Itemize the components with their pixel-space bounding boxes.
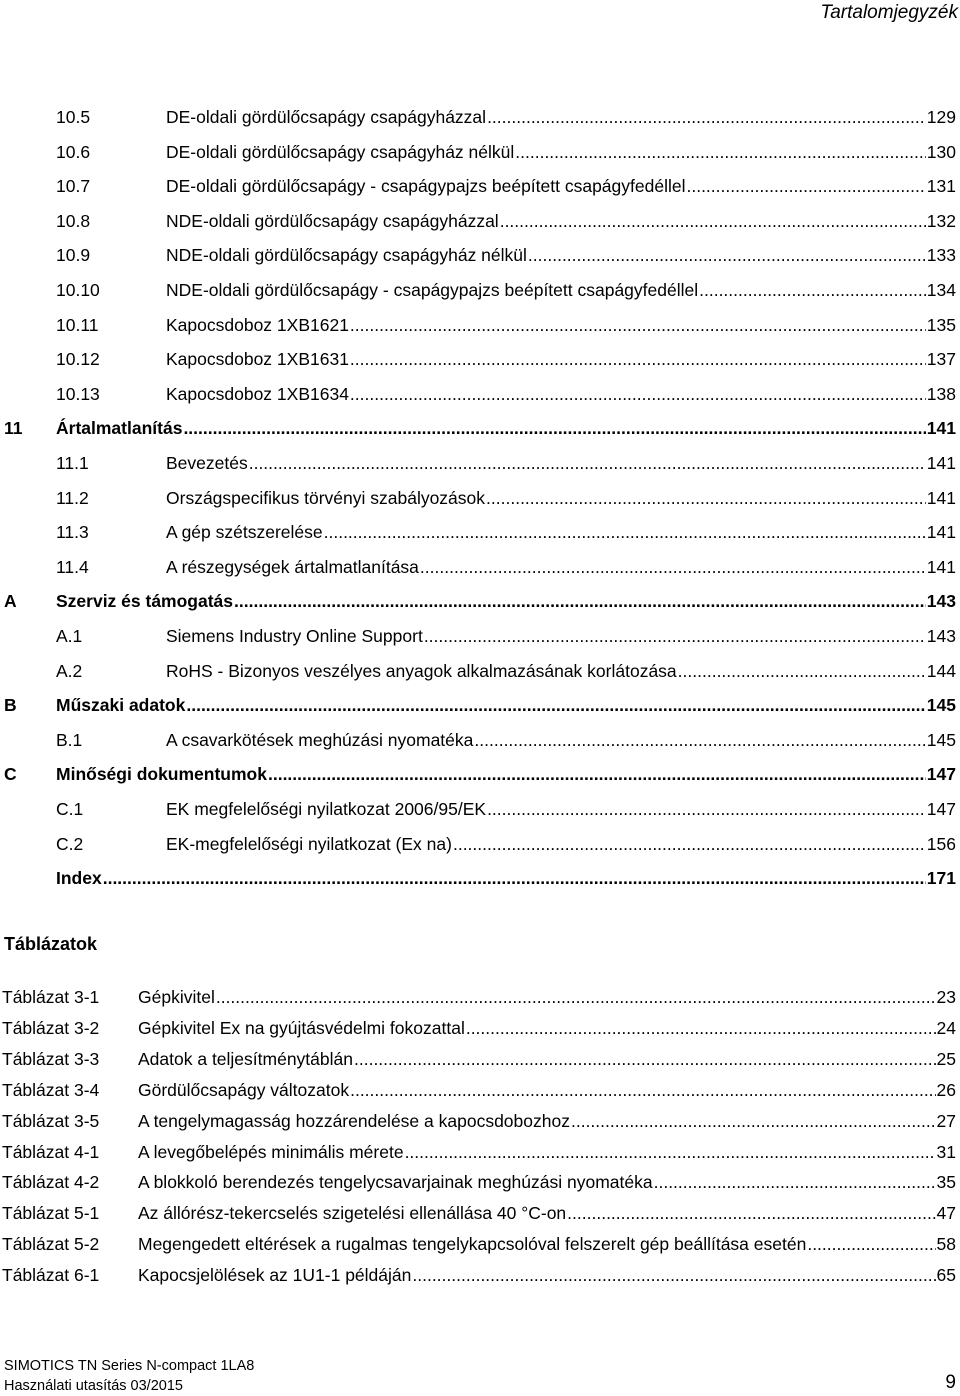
toc-entry-number: B.1 [56,730,83,750]
toc-entry-number: A.2 [56,661,83,681]
toc-entry-number: 11.4 [56,557,89,577]
toc-entry[interactable] [0,648,956,682]
toc-entry-number: 10.8 [56,211,91,231]
toc-entry[interactable] [0,129,956,163]
toc-entry-page: 131 [926,176,956,196]
toc-entry-number: 10.5 [56,107,91,127]
table-list-entry-page: 25 [936,1049,956,1069]
toc-entry[interactable] [0,578,956,612]
table-list-entry-number: Táblázat 3-1 [2,987,100,1007]
toc-entry-title: EK-megfelelőségi nyilatkozat (Ex na) [166,834,452,854]
table-list-entry-page: 65 [936,1265,956,1285]
toc-entry-title: Minőségi dokumentumok [56,764,267,784]
toc-entry-dot-leader [424,625,926,647]
toc-entry-dot-leader [515,141,926,163]
toc-entry-dot-leader [234,590,926,612]
toc-entry[interactable] [0,786,956,820]
toc-entry-title: NDE-oldali gördülőcsapágy csapágyházzal [166,211,499,231]
toc-entry-page: 141 [926,557,956,577]
toc-entry-title: Kapocsdoboz 1XB1631 [166,349,349,369]
table-list-entry-number: Táblázat 3-4 [2,1080,100,1100]
table-list-entry-title: Kapocsjelölések az 1U1-1 példáján [138,1265,412,1285]
toc-entry-number: 10.10 [56,280,100,300]
toc-entry-number: 11 [4,418,23,438]
toc-entry[interactable] [0,821,956,855]
table-list-entry-page: 24 [936,1018,956,1038]
table-list-entry-number: Táblázat 3-2 [2,1018,100,1038]
toc-entry-dot-leader [249,452,926,474]
toc-entry[interactable] [0,302,956,336]
table-list-entry-page: 27 [936,1111,956,1131]
toc-entry[interactable] [0,405,956,439]
tables-section-heading: Táblázatok [4,934,98,954]
toc-entry-page: 129 [926,107,956,127]
toc-entry-number: C.2 [56,834,84,854]
toc-entry-dot-leader [350,314,926,336]
table-list-entry-number: Táblázat 4-1 [2,1142,100,1162]
toc-entry-number: A [4,591,17,611]
table-list-entry[interactable] [0,1036,956,1070]
toc-entry-dot-leader [268,763,926,785]
footer-product-name: SIMOTICS TN Series N-compact 1LA8 [4,1358,255,1374]
toc-entry[interactable] [0,613,956,647]
toc-entry-title: Műszaki adatok [56,695,186,715]
toc-entry-number: B [4,695,17,715]
toc-entry[interactable] [0,717,956,751]
toc-entry-page: 134 [926,280,956,300]
table-list-entry-title: Adatok a teljesítménytáblán [138,1049,353,1069]
toc-entry-number: 10.7 [56,176,91,196]
toc-entry[interactable] [0,475,956,509]
table-list-entry-number: Táblázat 3-3 [2,1049,100,1069]
toc-entry-dot-leader [487,798,926,820]
toc-entry-title: DE-oldali gördülőcsapágy - csapágypajzs beépített csapágyfedéllel [166,176,686,196]
toc-entry[interactable] [0,544,956,578]
toc-entry-page: 132 [926,211,956,231]
table-list-entry-number: Táblázat 3-5 [2,1111,100,1131]
toc-entry[interactable] [0,855,956,889]
table-list-entry-number: Táblázat 5-1 [2,1203,100,1223]
table-list-entry-title: A blokkoló berendezés tengelycsavarjainak meghúzási nyomatéka [138,1172,653,1192]
toc-entry-number: C [4,764,17,784]
toc-entry-title: Kapocsdoboz 1XB1634 [166,384,349,404]
toc-entry-title: DE-oldali gördülőcsapágy csapágyház nélkül [166,142,515,162]
toc-entry[interactable] [0,371,956,405]
toc-entry-dot-leader [686,175,925,197]
toc-entry-dot-leader [678,660,926,682]
footer-manual-edition: Használati utasítás 03/2015 [4,1378,183,1394]
toc-entry-dot-leader [500,210,926,232]
toc-entry-number: 10.6 [56,142,91,162]
toc-entry-dot-leader [474,729,925,751]
table-list-entry-title: Az állórész-tekercselés szigetelési ellenállása 40 °C-on [138,1203,567,1223]
toc-entry-dot-leader [486,487,926,509]
toc-entry-page: 141 [926,488,956,508]
toc-entry-page: 145 [926,695,956,715]
toc-entry-dot-leader [487,106,926,128]
toc-entry-dot-leader [699,279,926,301]
footer-page-number: 9 [945,1372,956,1393]
toc-entry-page: 156 [926,834,956,854]
table-list-entry-page: 23 [936,987,956,1007]
toc-entry-number: C.1 [56,799,84,819]
toc-entry[interactable] [0,440,956,474]
toc-entry-dot-leader [183,417,925,439]
toc-entry-title: Országspecifikus törvényi szabályozások [166,488,486,508]
toc-entry[interactable] [0,94,956,128]
table-list-entry-number: Táblázat 4-2 [2,1172,100,1192]
running-header-title: Tartalomjegyzék [820,2,958,23]
toc-entry-title: Szerviz és támogatás [56,591,234,611]
table-list-entry[interactable] [0,974,956,1008]
toc-entry[interactable] [0,267,956,301]
table-list-entry-title: Gördülőcsapágy változatok [138,1080,350,1100]
toc-entry[interactable] [0,198,956,232]
toc-entry-title: NDE-oldali gördülőcsapágy csapágyház nélkül [166,245,527,265]
table-list-entry[interactable] [0,1098,956,1132]
toc-entry-dot-leader [528,244,926,266]
toc-entry-dot-leader [420,556,926,578]
toc-entry-title: DE-oldali gördülőcsapágy csapágyházzal [166,107,487,127]
table-list-entry[interactable] [0,1190,956,1224]
toc-entry-dot-leader [453,833,926,855]
toc-entry-title: A gép szétszerelése [166,522,323,542]
table-list-entry[interactable] [0,1067,956,1101]
toc-entry-page: 144 [926,661,956,681]
toc-entry-title: RoHS - Bizonyos veszélyes anyagok alkalmazásának korlátozása [166,661,677,681]
toc-entry-page: 133 [926,245,956,265]
toc-entry-page: 143 [926,591,956,611]
toc-entry[interactable] [0,163,956,197]
toc-entry-number: 10.11 [56,315,99,335]
toc-entry-page: 137 [926,349,956,369]
toc-entry-title: EK megfelelőségi nyilatkozat 2006/95/EK [166,799,487,819]
table-list-entry-title: A tengelymagasság hozzárendelése a kapocsdobozhoz [138,1111,570,1131]
table-list-entry-title: Megengedett eltérések a rugalmas tengelykapcsolóval felszerelt gép beállítása esetén [138,1234,807,1254]
toc-entry-page: 138 [926,384,956,404]
toc-entry-dot-leader [324,521,926,543]
toc-entry-page: 147 [926,799,956,819]
toc-entry-number: 10.12 [56,349,100,369]
toc-entry-number: 10.9 [56,245,91,265]
table-list-entry[interactable] [0,1221,956,1255]
toc-entry-number: 11.2 [56,488,89,508]
toc-entry-dot-leader [350,348,926,370]
toc-entry-number: 10.13 [56,384,100,404]
toc-entry-title: Bevezetés [166,453,248,473]
toc-entry-number: A.1 [56,626,83,646]
toc-entry-page: 147 [926,764,956,784]
toc-entry-page: 130 [926,142,956,162]
toc-entry[interactable] [0,509,956,543]
table-list-entry-dot-leader [412,1264,935,1286]
toc-entry-title: A részegységek ártalmatlanítása [166,557,419,577]
toc-entry-dot-leader [350,383,926,405]
table-list-entry-title: A levegőbelépés minimális mérete [138,1142,404,1162]
table-list-entry[interactable] [0,1252,956,1286]
table-list-entry-page: 58 [936,1234,956,1254]
table-list-entry-title: Gépkivitel [138,987,215,1007]
table-list-entry-title: Gépkivitel Ex na gyújtásvédelmi fokozattal [138,1018,465,1038]
toc-entry-page: 145 [926,730,956,750]
toc-entry[interactable] [0,232,956,266]
toc-entry-page: 141 [926,522,956,542]
toc-entry-title: NDE-oldali gördülőcsapágy - csapágypajzs beépített csapágyfedéllel [166,280,699,300]
toc-entry[interactable] [0,336,956,370]
toc-entry[interactable] [0,682,956,716]
toc-entry-page: 141 [926,418,956,438]
toc-entry-page: 135 [926,315,956,335]
table-list-entry-page: 31 [936,1142,956,1162]
table-list-entry[interactable] [0,1005,956,1039]
toc-entry[interactable] [0,751,956,785]
toc-entry-title: A csavarkötések meghúzási nyomatéka [166,730,474,750]
toc-entry-dot-leader [103,867,926,889]
table-list-entry-page: 47 [936,1203,956,1223]
toc-entry-page: 141 [926,453,956,473]
toc-entry-title: Ártalmatlanítás [56,418,183,438]
table-list-entry-page: 26 [936,1080,956,1100]
toc-entry-number: 11.1 [56,453,89,473]
toc-entry-title: Kapocsdoboz 1XB1621 [166,315,349,335]
toc-entry-title: Siemens Industry Online Support [166,626,423,646]
toc-entry-number: 11.3 [56,522,89,542]
toc-entry-title: Index [56,868,102,888]
table-list-entry-number: Táblázat 6-1 [2,1265,100,1285]
toc-entry-page: 143 [926,626,956,646]
toc-entry-dot-leader [186,694,925,716]
table-list-entry[interactable] [0,1159,956,1193]
toc-entry-page: 171 [926,868,956,888]
table-list-entry-page: 35 [936,1172,956,1192]
table-list-entry[interactable] [0,1129,956,1163]
table-list-entry-number: Táblázat 5-2 [2,1234,100,1254]
